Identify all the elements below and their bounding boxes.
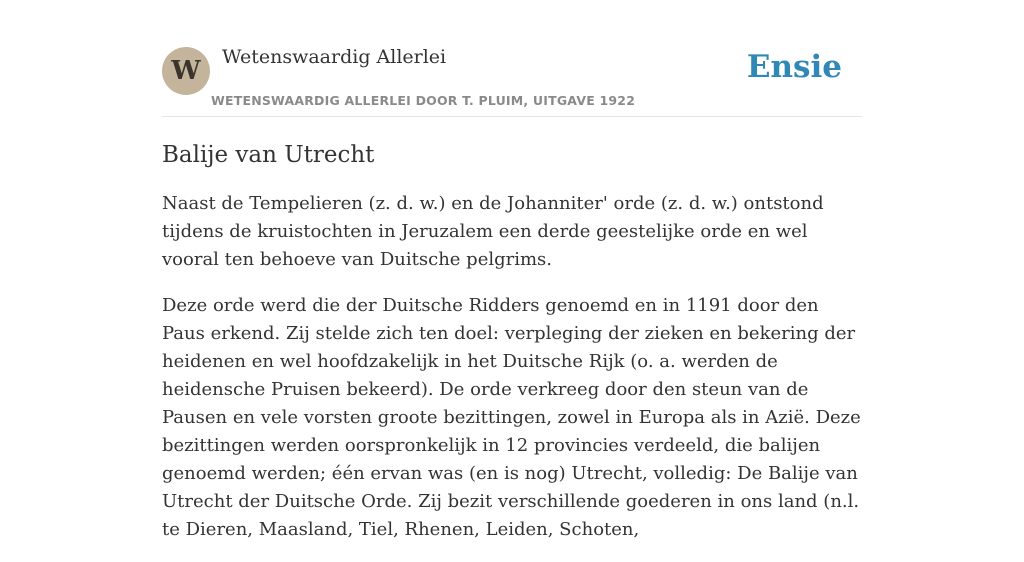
article-title: Balije van Utrecht [162, 142, 375, 168]
article [162, 138, 862, 562]
article-paragraph-1: Naast de Tempelieren (z. d. w.) en de Johanniter' orde (z. d. w.) ontstond tijdens de kruistochten in Jeruzalem een derde geestelijke orde en wel vooral ten behoeve van Duitsche pelgrims. [162, 193, 824, 270]
source-title-link[interactable]: Wetenswaardig Allerlei [222, 46, 447, 68]
source-avatar[interactable]: W [162, 47, 210, 95]
article-paragraph-2: Deze orde werd die der Duitsche Ridders genoemd en in 1191 door den Paus erkend. Zij stelde zich ten doel: verpleging der zieken en bekering der heidenen en wel hoofdzakelijk in het Duitsche Rijk (o. a. werden de heidensche Pruisen bekeerd). De orde verkreeg door den steun van de Pausen en vele vorsten groote bezittingen, zowel in Europa als in Azië. Deze bezittingen werden oorspronkelijk in 12 provincies verdeeld, die balijen genoemd werden; één ervan was (en is nog) Utrecht, volledig: De Balije van Utrecht der Duitsche Orde. Zij bezit verschillende goederen in ons land (n.l. te Dieren, Maasland, Tiel, Rhenen, Leiden, Schoten, [162, 295, 861, 540]
source-header [162, 44, 862, 117]
brand-logo[interactable]: Ensie [746, 49, 842, 85]
source-subtitle: WETENSWAARDIG ALLERLEI DOOR T. PLUIM, UITGAVE 1922 [211, 93, 636, 108]
